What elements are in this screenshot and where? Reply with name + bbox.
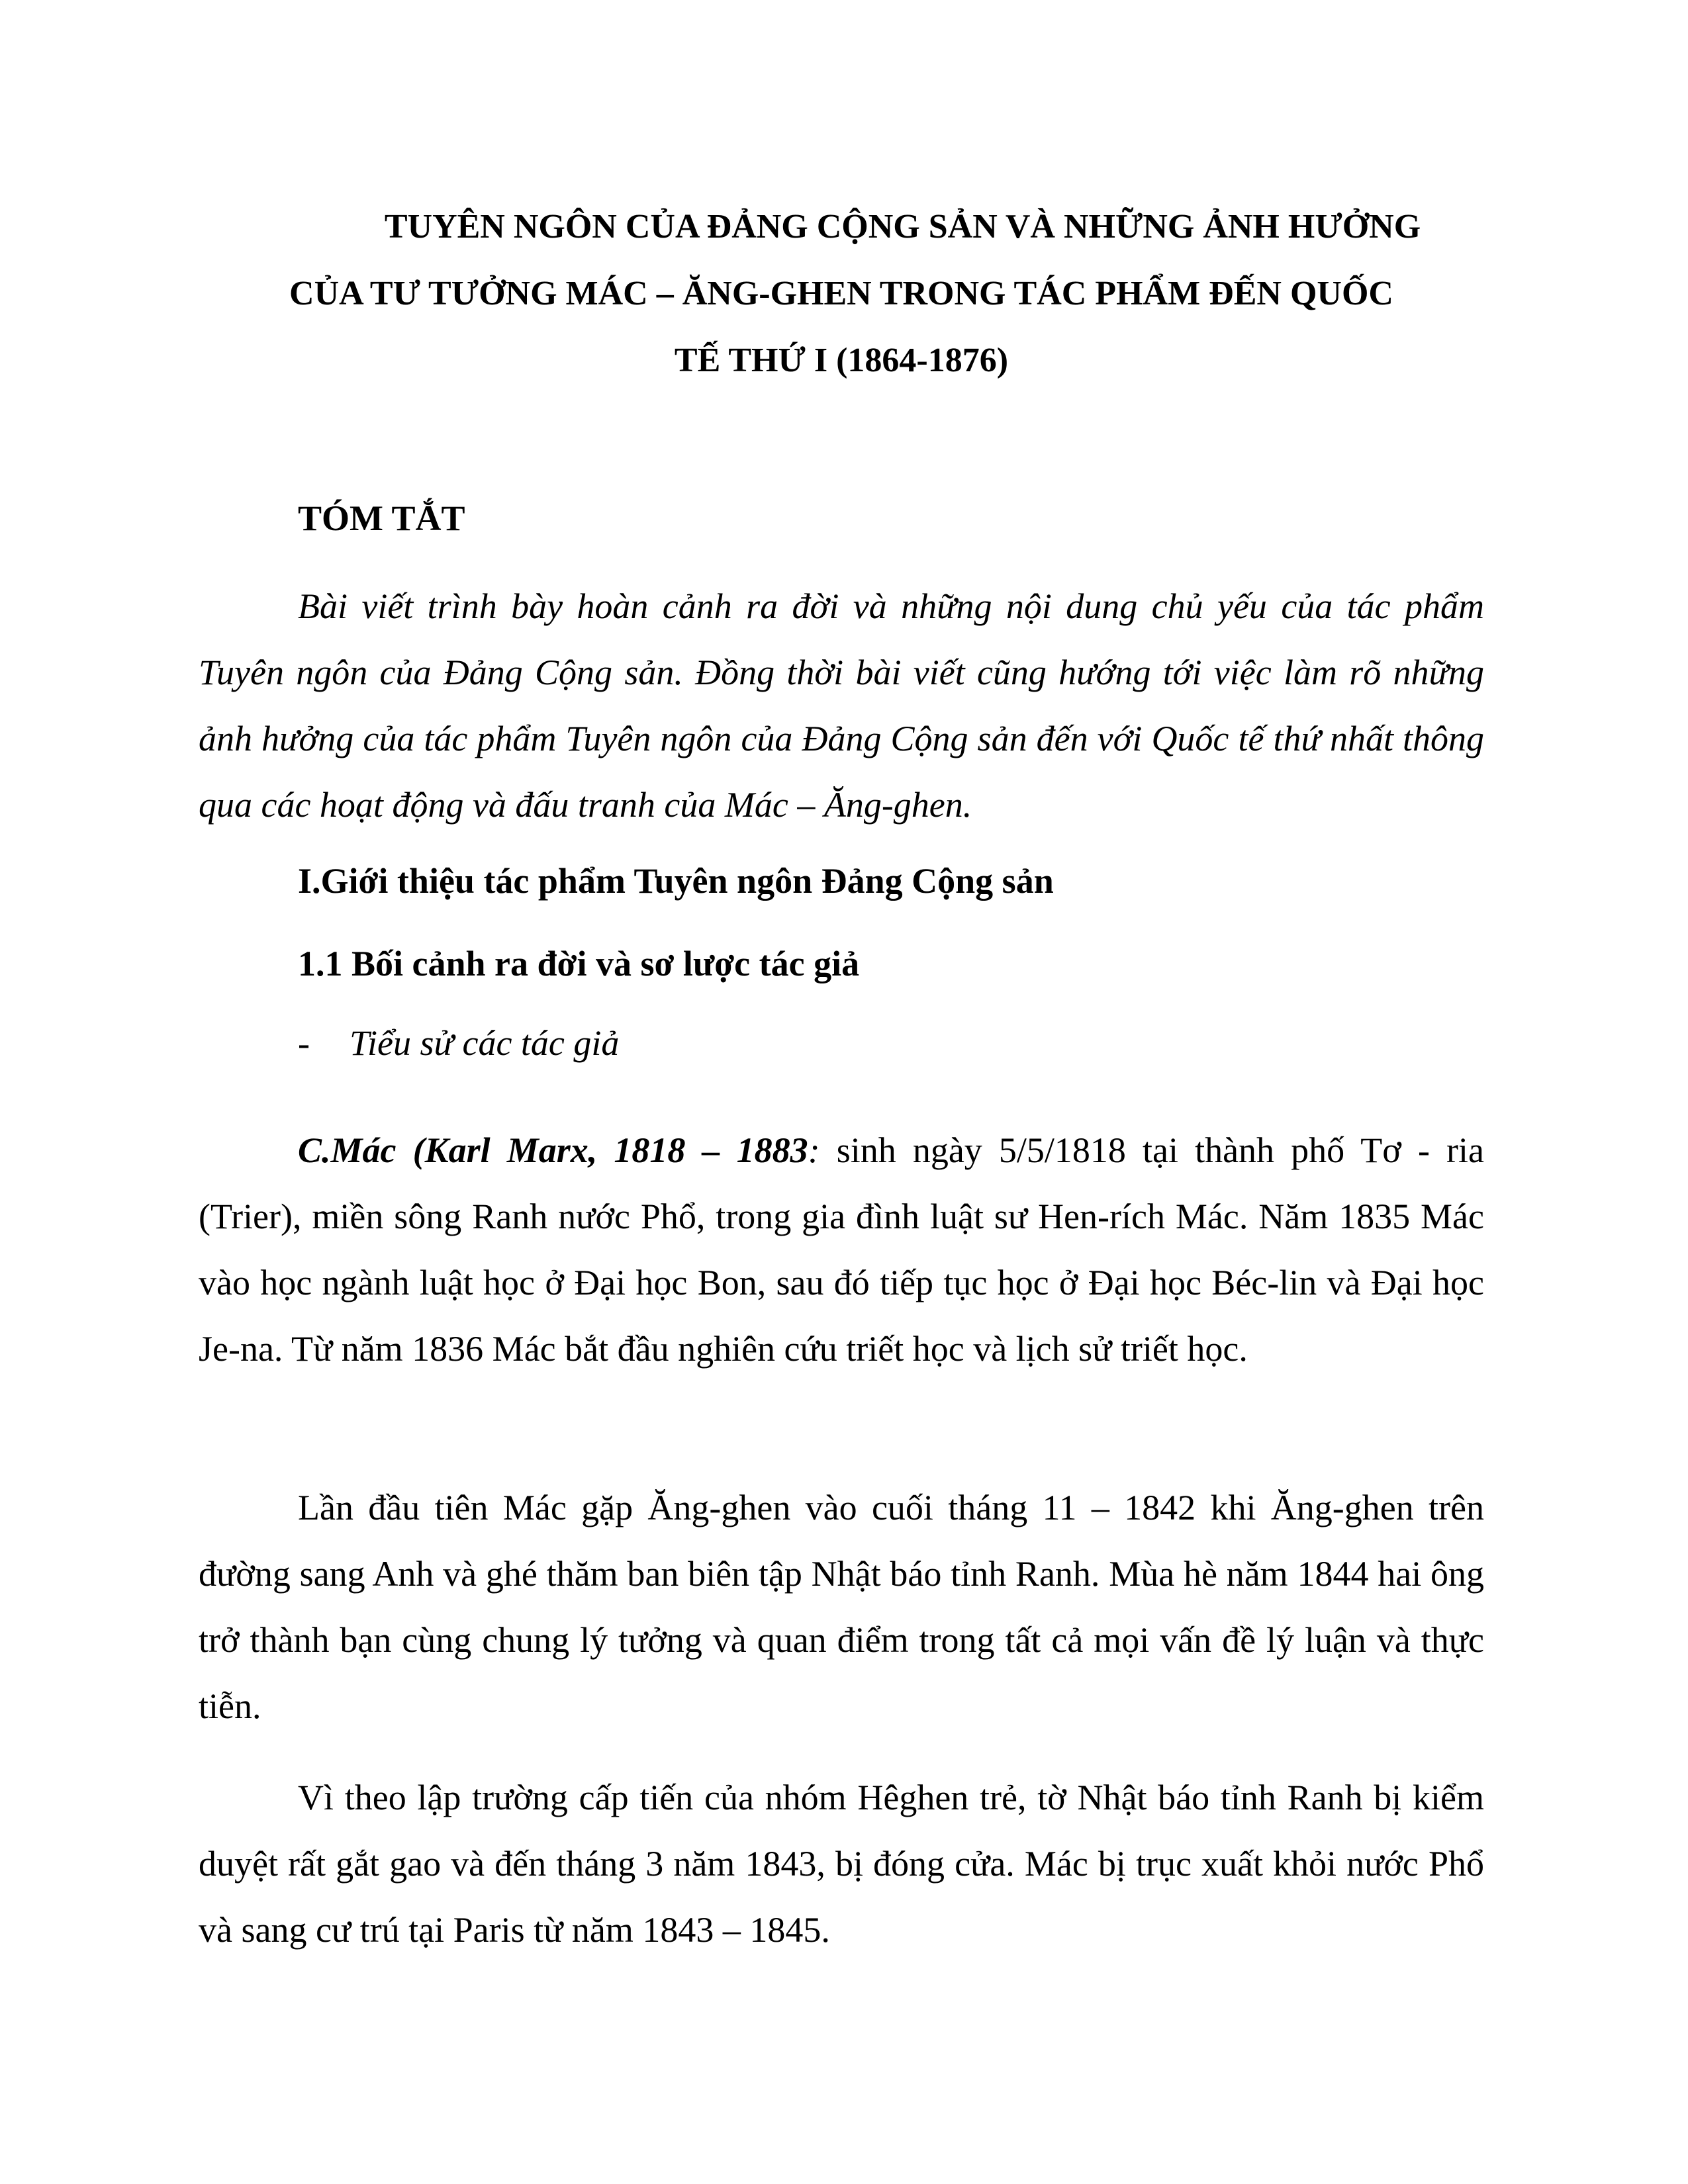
marx-colon: : [808,1130,820,1170]
title-line-1: TUYÊN NGÔN CỦA ĐẢNG CỘNG SẢN VÀ NHỮNG ẢNH HƯỞNG [384,208,1421,246]
bullet-text: Tiểu sử các tác giả [350,1023,620,1063]
document-title [199,193,1484,394]
subsection-heading: 1.1 Bối cảnh ra đời và sơ lược tác giả [298,944,860,983]
marx-bio-body: sinh ngày 5/5/1818 tại thành phố Tơ - ria (Trier), miền sông Ranh nước Phổ, trong gia đình luật sư Hen-rích Mác. Năm 1835 Mác vào học ngành luật học ở Đại học Bon, sau đó tiếp tục học ở Đại học Béc-lin và Đại học Je-na. Từ năm 1836 Mác bắt đầu nghiên cứu triết học và lịch sử triết học. [199,1130,1484,1369]
paragraph-first-meeting: Lần đầu tiên Mác gặp Ăng-ghen vào cuối tháng 11 – 1842 khi Ăng-ghen trên đường sang Anh và ghé thăm ban biên tập Nhật báo tỉnh Ranh. Mùa hè năm 1844 hai ông trở thành bạn cùng chung lý tưởng và quan điểm trong tất cả mọi vấn đề lý luận và thực tiễn. [199,1488,1484,1726]
bullet-item [298,1023,619,1064]
abstract-heading: TÓM TẮT [298,498,465,538]
bullet-dash: - [298,1023,310,1063]
paragraph-censorship: Vì theo lập trường cấp tiến của nhóm Hêghen trẻ, tờ Nhật báo tỉnh Ranh bị kiểm duyệt rất gắt gao và đến tháng 3 năm 1843, bị đóng cửa. Mác bị trục xuất khỏi nước Phổ và sang cư trú tại Paris từ năm 1843 – 1845. [199,1778,1484,1950]
paragraph-marx-bio [199,1117,1484,1382]
abstract-text: Bài viết trình bày hoàn cảnh ra đời và những nội dung chủ yếu của tác phẩm Tuyên ngôn của Đảng Cộng sản. Đồng thời bài viết cũng hướng tới việc làm rõ những ảnh hưởng của tác phẩm Tuyên ngôn của Đảng Cộng sản đến với Quốc tế thứ nhất thông qua các hoạt động và đấu tranh của Mác – Ăng-ghen. [199,586,1484,825]
marx-name-lead: C.Mác (Karl Marx, 1818 – 1883 [298,1130,808,1170]
title-line-3: TẾ THỨ I (1864-1876) [674,341,1009,379]
section-heading: I.Giới thiệu tác phẩm Tuyên ngôn Đảng Cộng sản [298,861,1054,901]
title-line-2: CỦA TƯ TƯỞNG MÁC – ĂNG-GHEN TRONG TÁC PHẨM ĐẾN QUỐC [289,275,1393,312]
